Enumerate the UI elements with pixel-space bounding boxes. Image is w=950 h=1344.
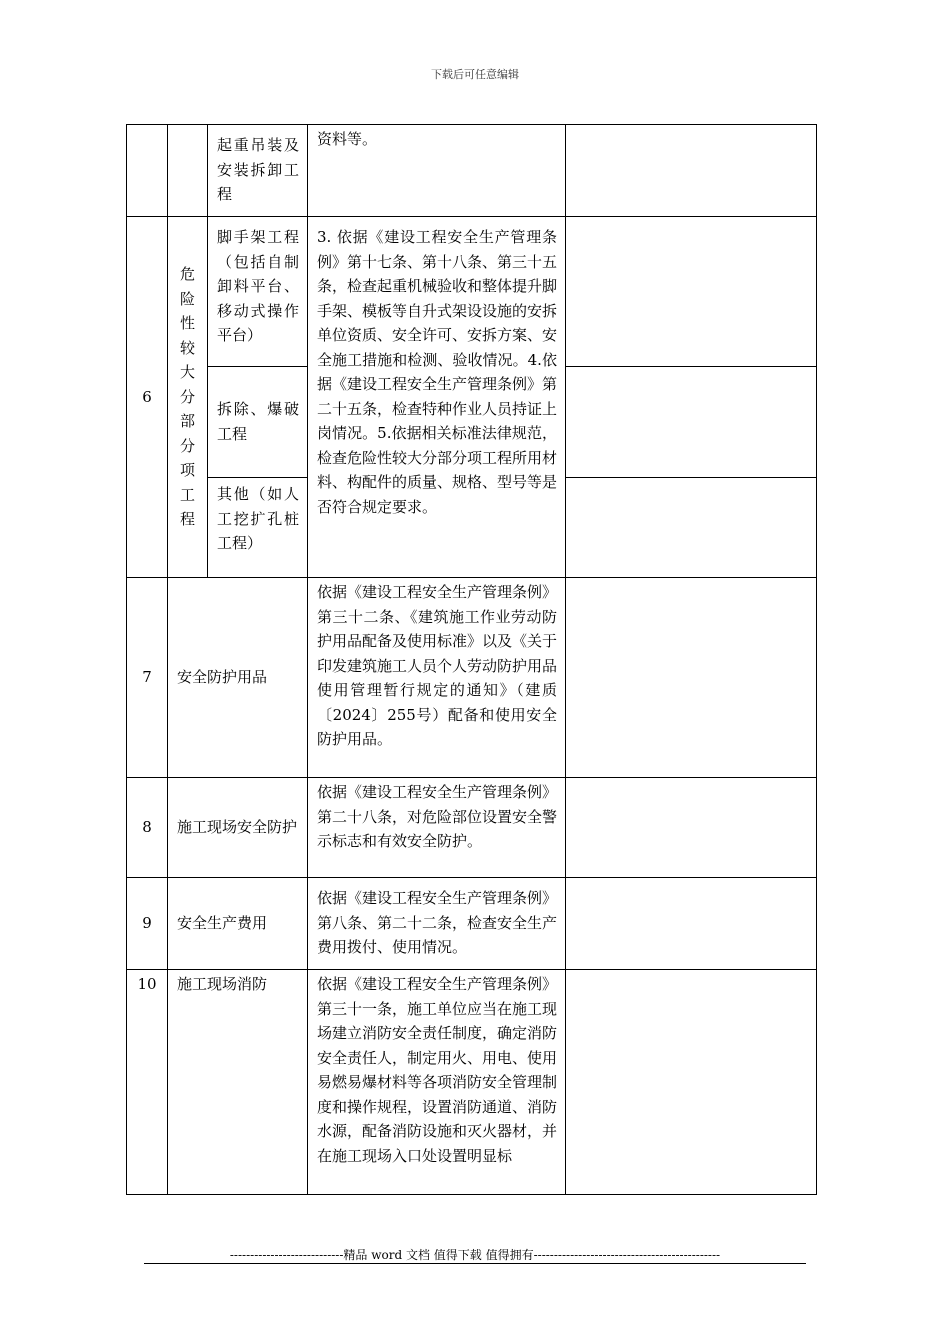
remarks-cell (566, 878, 817, 970)
item-name-cell: 安全生产费用 (168, 878, 308, 970)
table-row (127, 217, 817, 367)
item-name-cell: 施工现场消防 (168, 970, 308, 1195)
content-cell: 依据《建设工程安全生产管理条例》第八条、第二十二条，检查安全生产费用拨付、使用情况。 (308, 878, 566, 970)
table-row (127, 778, 817, 878)
page-footer: ----------------------------精品 word 文档 值得下载 值得拥有---------------------------------------------- (229, 1248, 721, 1262)
remarks-cell (566, 125, 817, 217)
row-number-cell: 7 (127, 578, 168, 778)
sub-item-cell: 起重吊装及安装拆卸工程 (208, 125, 308, 217)
footer-divider (144, 1263, 806, 1264)
row-number-cell: 6 (127, 217, 168, 578)
remarks-cell (566, 367, 817, 478)
content-cell: 依据《建设工程安全生产管理条例》第二十八条，对危险部位设置安全警示标志和有效安全防护。 (308, 778, 566, 878)
remarks-cell (566, 778, 817, 878)
remarks-cell (566, 478, 817, 578)
row-number-cell (127, 125, 168, 217)
content-cell: 3. 依据《建设工程安全生产管理条例》第十七条、第十八条、第三十五条，检查起重机械验收和整体提升脚手架、模板等自升式架设设施的安拆单位资质、安全许可、安拆方案、安全施工措施和检测、验收情况。4.依据《建设工程安全生产管理条例》第二十五条，检查特种作业人员持证上岗情况。5.依据相关标准法律规范，检查危险性较大分部分项工程所用材料、构配件的质量、规格、型号等是否符合规定要求。 (308, 217, 566, 578)
sub-item-cell: 拆除、爆破工程 (208, 367, 308, 478)
row-number-cell: 10 (127, 970, 168, 1195)
sub-item-cell: 脚手架工程（包括自制卸料平台、移动式操作平台） (208, 217, 308, 367)
remarks-cell (566, 578, 817, 778)
item-name-cell: 安全防护用品 (168, 578, 308, 778)
content-cell: 依据《建设工程安全生产管理条例》第三十一条，施工单位应当在施工现场建立消防安全责任制度，确定消防安全责任人，制定用火、用电、使用易燃易爆材料等各项消防安全管理制度和操作规程，设置消防通道、消防水源，配备消防设施和灭火器材，并在施工现场入口处设置明显标 (308, 970, 566, 1195)
table-row (127, 578, 817, 778)
table-row (127, 878, 817, 970)
inspection-table (126, 124, 817, 1195)
category-label: 危险性较大分部分项工程 (179, 265, 195, 529)
category-cell (168, 125, 208, 217)
table-row (127, 125, 817, 217)
remarks-cell (566, 217, 817, 367)
item-name-cell: 施工现场安全防护 (168, 778, 308, 878)
row-number-cell: 9 (127, 878, 168, 970)
category-cell (168, 217, 208, 578)
page-header: 下载后可任意编辑 (431, 68, 519, 81)
row-number-cell: 8 (127, 778, 168, 878)
content-cell: 资料等。 (308, 125, 566, 217)
remarks-cell (566, 970, 817, 1195)
sub-item-cell: 其他（如人工挖扩孔桩工程） (208, 478, 308, 578)
content-cell: 依据《建设工程安全生产管理条例》第三十二条、《建筑施工作业劳动防护用品配备及使用标准》以及《关于印发建筑施工人员个人劳动防护用品使用管理暂行规定的通知》（建质〔2024〕255号）配备和使用安全防护用品。 (308, 578, 566, 778)
table-row (127, 970, 817, 1195)
